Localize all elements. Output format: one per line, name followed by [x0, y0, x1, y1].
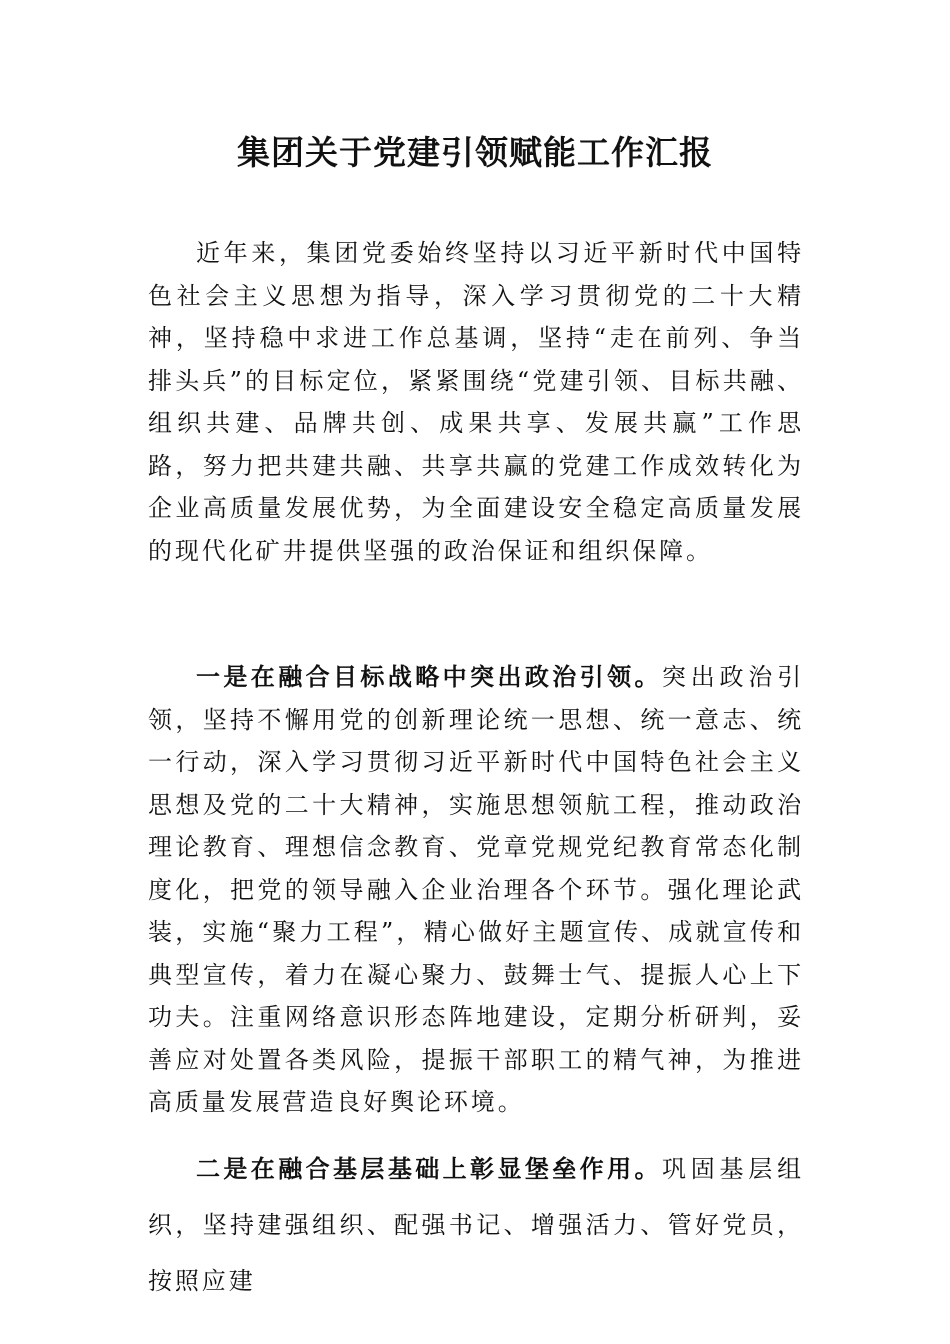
paragraph-lead: 二是在融合基层基础上彰显堡垒作用。 — [196, 1155, 662, 1183]
paragraph-text: 巩固基层组织，坚持建强组织、配强书记、增强活力、管好党员，按照应建 — [148, 1155, 805, 1295]
paragraph-text: 突出政治引领，坚持不懈用党的创新理论统一思想、统一意志、统一行动，深入学习贯彻习近平新时代中国特色社会主义思想及党的二十大精神，实施思想领航工程，推动政治理论教育、理想信念教育、党章党规党纪教育常态化制度化，把党的领导融入企业治理各个环节。强化理论武装，实施“聚力工程”，精心做好主题宣传、成就宣传和典型宣传，着力在凝心聚力、鼓舞士气、提振人心上下功夫。注重网络意识形态阵地建设，定期分析研判，妥善应对处置各类风险，提振干部职工的精气神，为推进高质量发展营造良好舆论环境。 — [148, 663, 805, 1116]
paragraph-political-leadership — [148, 656, 804, 1124]
paragraph-text: 近年来，集团党委始终坚持以习近平新时代中国特色社会主义思想为指导，深入学习贯彻党的二十大精神，坚持稳中求进工作总基调，坚持“走在前列、争当排头兵”的目标定位，紧紧围绕“党建引领、目标共融、组织共建、品牌共创、成果共享、发展共赢”工作思路，努力把共建共融、共享共赢的党建工作成效转化为企业高质量发展优势，为全面建设安全稳定高质量发展的现代化矿井提供坚强的政治保证和组织保障。 — [148, 239, 804, 565]
paragraph-intro — [148, 232, 804, 572]
paragraph-lead: 一是在融合目标战略中突出政治引领。 — [196, 663, 662, 691]
paragraph-grassroots-fortress — [148, 1141, 804, 1309]
document-title: 集团关于党建引领赋能工作汇报 — [237, 133, 713, 172]
